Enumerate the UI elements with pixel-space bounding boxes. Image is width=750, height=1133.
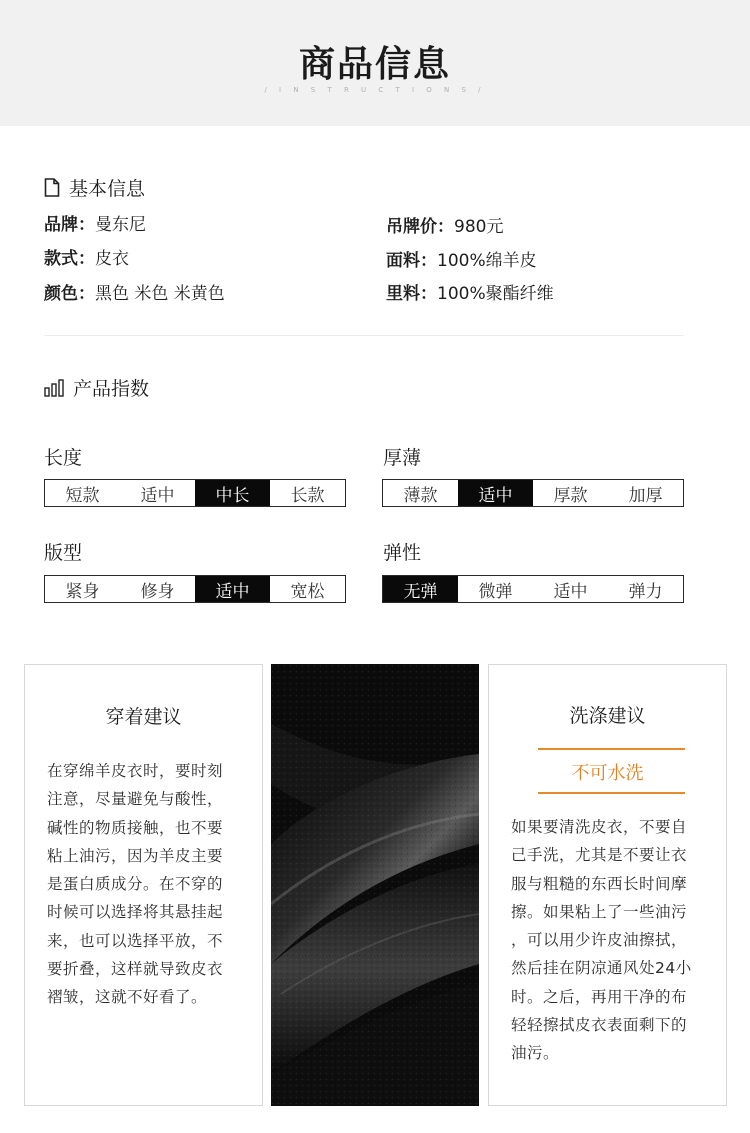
basic-info-title: 基本信息 <box>69 178 146 200</box>
no-water-wash-label: 不可水洗 <box>571 763 644 784</box>
product-index-heading <box>44 374 149 401</box>
info-color <box>44 279 225 304</box>
index-option-selected: 适中 <box>195 576 270 602</box>
info-value: 黑色 米色 米黄色 <box>95 284 225 304</box>
index-option: 宽松 <box>290 581 325 602</box>
index-label-thickness: 厚薄 <box>383 447 422 469</box>
wear-advice-card <box>24 664 263 1106</box>
index-option: 适中 <box>140 485 175 506</box>
info-label: 品牌： <box>44 215 95 235</box>
info-label: 里料： <box>386 284 437 304</box>
index-option-selected: 适中 <box>458 480 533 506</box>
index-option: 弹力 <box>628 581 663 602</box>
info-label: 吊牌价： <box>386 217 454 237</box>
product-index-title: 产品指数 <box>73 378 150 400</box>
index-option: 微弹 <box>478 581 513 602</box>
info-value: 100%聚酯纤维 <box>437 284 554 304</box>
info-tag-price <box>386 212 503 237</box>
index-label-length: 长度 <box>44 447 83 469</box>
orange-divider-bottom <box>538 792 685 794</box>
info-style <box>44 244 129 269</box>
index-option: 长款 <box>290 485 325 506</box>
info-value: 曼东尼 <box>95 215 146 235</box>
wear-advice-text: 在穿绵羊皮衣时，要时刻 注意，尽量避免与酸性， 碱性的物质接触，也不要 粘上油污，因为羊皮主要 是蛋白质成分。在不穿的 时候可以选择将其悬挂起 来，也可以选择平放，不 要折叠，这样就导致皮衣 褶皱，这就不好看了。 <box>47 762 224 1007</box>
info-value: 100%绵羊皮 <box>437 251 537 271</box>
wear-advice-title: 穿着建议 <box>105 706 182 728</box>
document-icon <box>44 178 60 197</box>
info-label: 颜色： <box>44 284 95 304</box>
header-banner <box>0 0 750 126</box>
index-option-selected: 中长 <box>195 480 270 506</box>
index-option-selected: 无弹 <box>383 576 458 602</box>
bar-chart-icon <box>44 379 64 397</box>
index-bar-thickness <box>382 479 684 507</box>
section-divider <box>44 335 684 336</box>
info-lining <box>386 279 554 304</box>
index-bar-length <box>44 479 346 507</box>
basic-info-heading <box>44 174 145 201</box>
index-option: 加厚 <box>628 485 663 506</box>
page-subtitle: / I N S T R U C T I O N S / <box>264 86 486 94</box>
index-option: 紧身 <box>65 581 100 602</box>
orange-divider-top <box>538 748 685 750</box>
wash-advice-card <box>488 664 727 1106</box>
index-option: 厚款 <box>553 485 588 506</box>
info-value: 980元 <box>454 217 504 237</box>
index-option: 短款 <box>65 485 100 506</box>
info-brand <box>44 210 146 235</box>
leather-texture-image <box>271 664 479 1106</box>
wash-advice-title: 洗涤建议 <box>569 705 646 727</box>
index-bar-elasticity <box>382 575 684 603</box>
index-label-elasticity: 弹性 <box>383 542 422 564</box>
info-label: 款式： <box>44 249 95 269</box>
index-option: 适中 <box>553 581 588 602</box>
info-fabric <box>386 246 537 271</box>
index-option: 修身 <box>140 581 175 602</box>
info-value: 皮衣 <box>95 249 129 269</box>
info-label: 面料： <box>386 251 437 271</box>
index-bar-fit <box>44 575 346 603</box>
wash-advice-text: 如果要清洗皮衣，不要自 己手洗，尤其是不要让衣 服与粗糙的东西长时间摩 擦。如果粘上了一些油污 ，可以用少许皮油擦拭， 然后挂在阴凉通风处24小 时。之后，再用干净的布 轻轻擦拭皮衣表面剩下的 油污。 <box>511 818 692 1063</box>
page-title: 商品信息 <box>298 44 451 85</box>
index-option: 薄款 <box>403 485 438 506</box>
index-label-fit: 版型 <box>44 542 83 564</box>
